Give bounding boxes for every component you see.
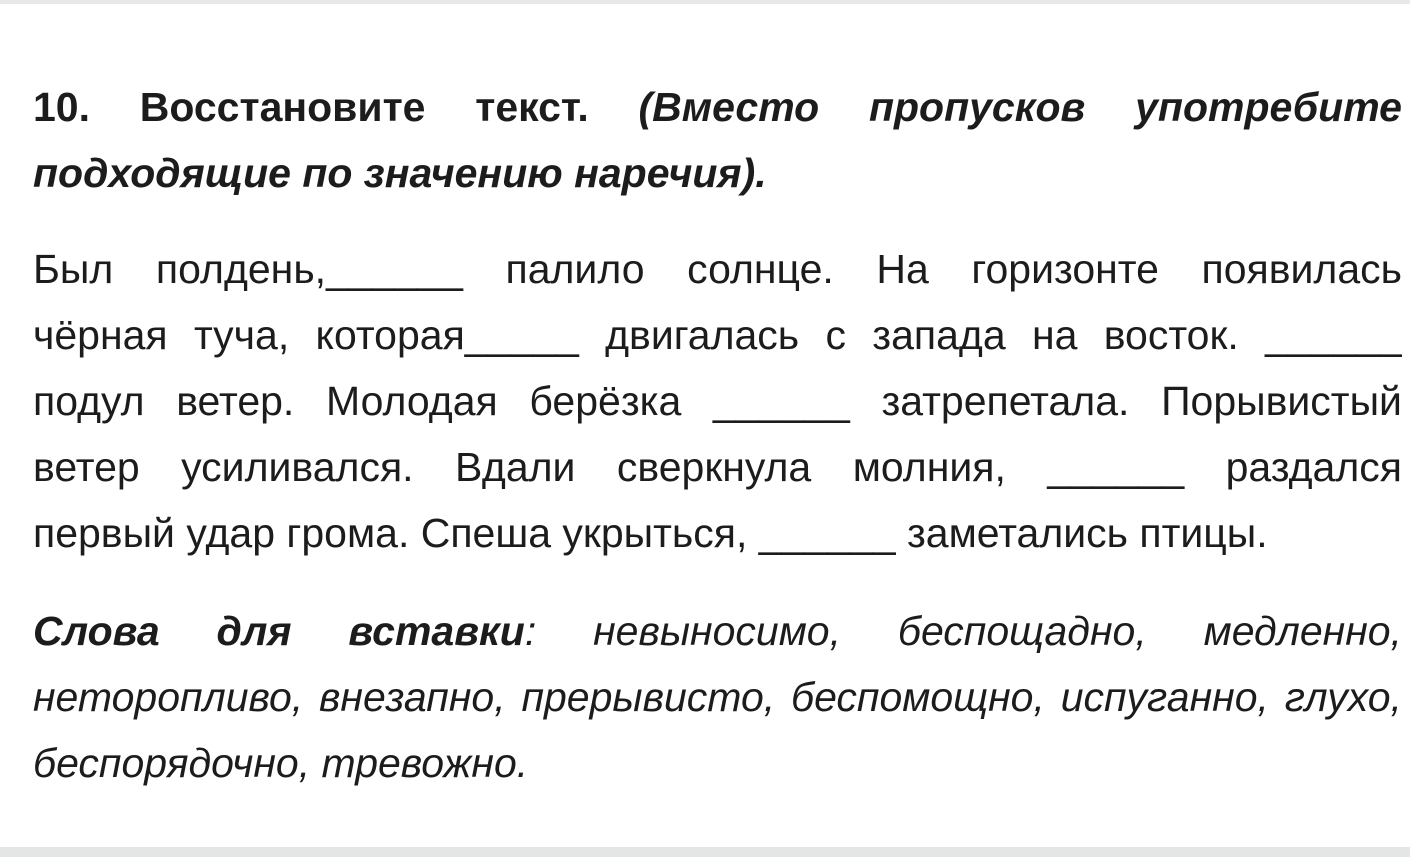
task-heading-line-1	[33, 74, 1402, 140]
text-line-5: первый удар грома. Спеша укрыться, ______ заметались птицы.	[33, 510, 1268, 556]
gap-fill-text	[33, 236, 1402, 566]
task-word: текст.	[475, 84, 589, 130]
text-word: туча,	[193, 312, 290, 358]
exercise-content	[33, 74, 1402, 796]
task-instruction-word: употребите	[1135, 84, 1402, 130]
text-word: на	[1031, 312, 1078, 358]
text-word: чёрная	[33, 312, 168, 358]
text-word: Молодая	[325, 378, 498, 424]
words-to-insert	[33, 598, 1402, 796]
word-option: неторопливо,	[33, 674, 304, 720]
text-word-with-blank: которая_____	[315, 312, 579, 358]
text-word-with-blank: полдень,______	[155, 246, 463, 292]
words-label-group	[348, 608, 536, 654]
text-word: Был	[33, 246, 114, 292]
word-option: медленно,	[1203, 608, 1402, 654]
task-instruction-word: (Вместо	[638, 84, 820, 130]
text-blank: ______	[1047, 444, 1185, 490]
words-label: Слова	[33, 608, 160, 654]
words-line-2	[33, 664, 1402, 730]
text-word: горизонте	[971, 246, 1159, 292]
text-word: На	[876, 246, 929, 292]
text-word: ветер	[33, 444, 140, 490]
text-word: ветер.	[176, 378, 295, 424]
text-word: солнце.	[687, 246, 834, 292]
text-word: берёзка	[529, 378, 682, 424]
text-word: подул	[33, 378, 145, 424]
text-word: раздался	[1225, 444, 1402, 490]
task-instruction-word: пропусков	[868, 84, 1086, 130]
text-word: молния,	[852, 444, 1006, 490]
text-word: запада	[872, 312, 1006, 358]
word-option: глухо,	[1284, 674, 1402, 720]
text-word: Порывистый	[1161, 378, 1402, 424]
word-option: беспощадно,	[897, 608, 1147, 654]
text-line-1	[33, 236, 1402, 302]
text-line-2	[33, 302, 1402, 368]
words-line-1	[33, 598, 1402, 664]
text-word: появилась	[1201, 246, 1402, 292]
text-blank: ______	[1265, 312, 1402, 358]
words-label: вставки	[348, 608, 525, 654]
text-word: сверкнула	[616, 444, 812, 490]
text-word: усиливался.	[181, 444, 414, 490]
word-option: испуганно,	[1060, 674, 1269, 720]
word-option: прерывисто,	[521, 674, 776, 720]
text-word: двигалась	[605, 312, 800, 358]
text-line-4	[33, 434, 1402, 500]
word-option: невыносимо,	[593, 608, 841, 654]
words-label: для	[216, 608, 292, 654]
text-word: затрепетала.	[881, 378, 1130, 424]
words-line-3: беспорядочно, тревожно.	[33, 740, 529, 786]
text-line-3	[33, 368, 1402, 434]
text-word: с	[825, 312, 846, 358]
text-blank: ______	[712, 378, 850, 424]
task-word: Восстановите	[139, 84, 426, 130]
word-option: внезапно,	[319, 674, 506, 720]
word-option: беспомощно,	[791, 674, 1045, 720]
task-heading	[33, 74, 1402, 206]
words-label-colon: :	[524, 608, 537, 654]
task-heading-line-2: подходящие по значению наречия).	[33, 150, 767, 196]
text-word: палило	[505, 246, 645, 292]
text-word: Вдали	[455, 444, 576, 490]
task-number: 10.	[33, 84, 90, 130]
text-word: восток.	[1103, 312, 1239, 358]
